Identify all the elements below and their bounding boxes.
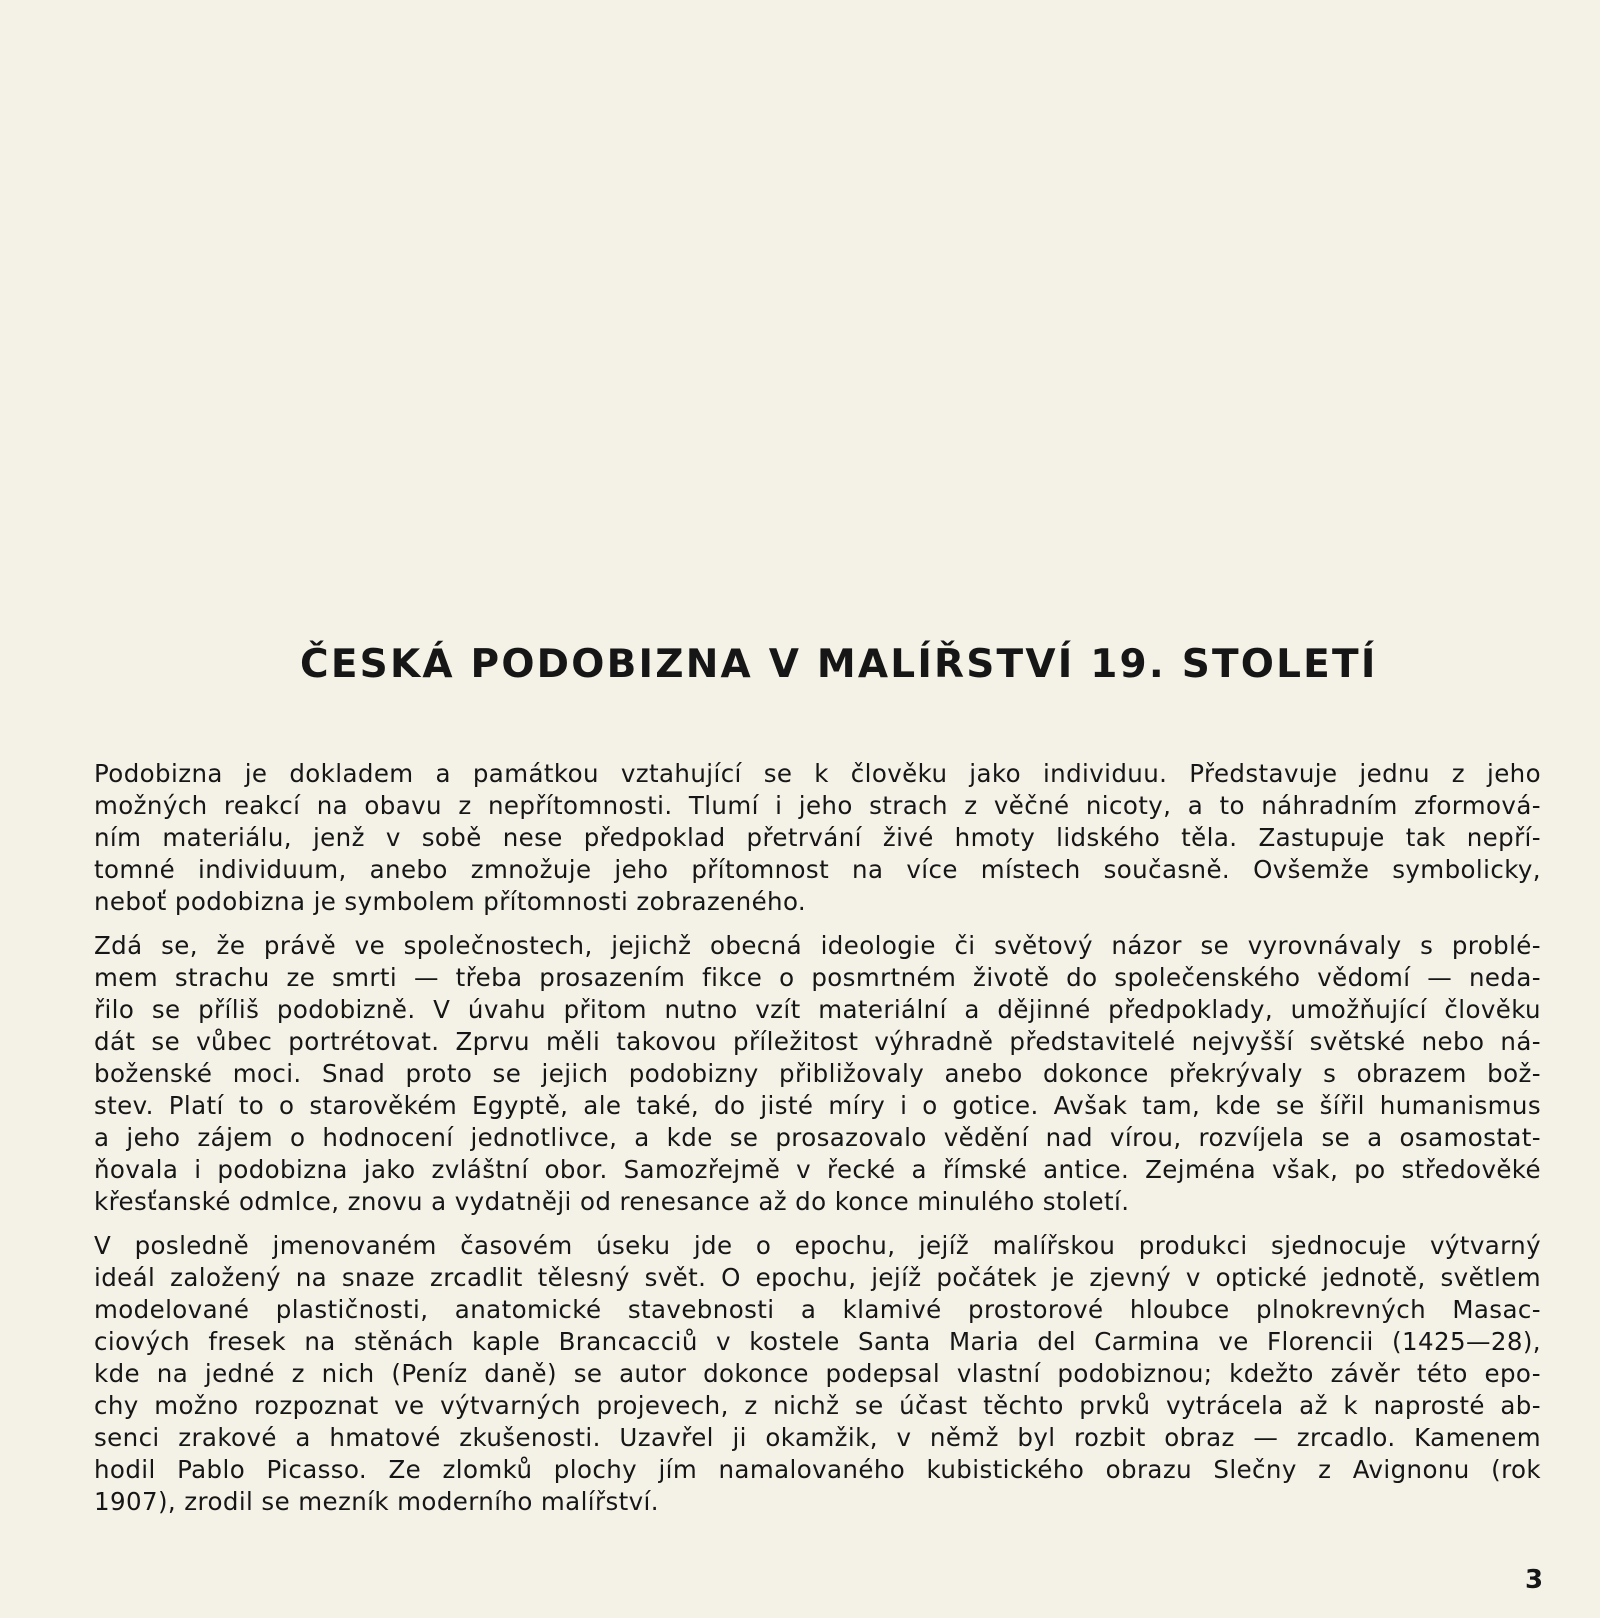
text-line: V posledně jmenovaném časovém úseku jde o epochu, jejíž malířskou produkci sjednocuje výtvarný bbox=[94, 1231, 1541, 1260]
text-line: možných reakcí na obavu z nepřítomnosti. Tlumí i jeho strach z věčné nicoty, a to náhradním zformová- bbox=[94, 791, 1541, 820]
text-line: chy možno rozpoznat ve výtvarných projevech, z nichž se účast těchto prvků vytrácela až k naprosté ab- bbox=[94, 1391, 1541, 1420]
text-line: tomné individuum, anebo zmnožuje jeho přítomnost na více místech současně. Ovšemže symbolicky, bbox=[94, 855, 1541, 884]
text-line: Zdá se, že právě ve společnostech, jejichž obecná ideologie či světový názor se vyrovnávaly s problé- bbox=[94, 931, 1541, 960]
text-line: hodil Pablo Picasso. Ze zlomků plochy jím namalovaného kubistického obrazu Slečny z Avignonu (rok bbox=[94, 1455, 1541, 1484]
page-number: 3 bbox=[1525, 1565, 1544, 1595]
text-line: kde na jedné z nich (Peníz daně) se autor dokonce podepsal vlastní podobiznou; kdežto závěr této epo- bbox=[94, 1359, 1541, 1388]
text-line: ideál založený na snaze zrcadlit tělesný svět. O epochu, jejíž počátek je zjevný v optické jednotě, světlem bbox=[94, 1263, 1541, 1292]
text-line: Podobizna je dokladem a památkou vztahující se k člověku jako individuu. Představuje jednu z jeho bbox=[94, 759, 1541, 788]
text-line: řilo se příliš podobizně. V úvahu přitom nutno vzít materiální a dějinné předpoklady, umožňující člověku bbox=[94, 995, 1541, 1024]
paragraph-1 bbox=[94, 758, 1541, 918]
text-line: boženské moci. Snad proto se jejich podobizny přibližovaly anebo dokonce překrývaly s obrazem bož- bbox=[94, 1059, 1541, 1088]
text-line: neboť podobizna je symbolem přítomnosti zobrazeného. bbox=[94, 887, 807, 916]
text-line: dát se vůbec portrétovat. Zprvu měli takovou příležitost výhradně představitelé nejvyšší světské nebo ná- bbox=[94, 1027, 1541, 1056]
text-line: senci zrakové a hmatové zkušenosti. Uzavřel ji okamžik, v němž byl rozbit obraz — zrcadlo. Kamenem bbox=[94, 1423, 1541, 1452]
text-line: stev. Platí to o starověkém Egyptě, ale také, do jisté míry i o gotice. Avšak tam, kde se šířil humanismus bbox=[94, 1091, 1541, 1120]
chapter-heading: ČESKÁ PODOBIZNA V MALÍŘSTVÍ 19. STOLETÍ bbox=[300, 642, 1378, 687]
text-line: křesťanské odmlce, znovu a vydatněji od renesance až do konce minulého století. bbox=[94, 1187, 1130, 1216]
body-text bbox=[94, 758, 1541, 1530]
text-line: 1907), zrodil se mezník moderního malířství. bbox=[94, 1487, 659, 1516]
paragraph-2 bbox=[94, 930, 1541, 1218]
text-line: ciových fresek na stěnách kaple Brancacciů v kostele Santa Maria del Carmina ve Florencii (1425—28), bbox=[94, 1327, 1541, 1356]
text-line: mem strachu ze smrti — třeba prosazením fikce o posmrtném životě do společenského vědomí — neda- bbox=[94, 963, 1541, 992]
paragraph-3 bbox=[94, 1230, 1541, 1518]
text-line: ňovala i podobizna jako zvláštní obor. Samozřejmě v řecké a římské antice. Zejména však, po středověké bbox=[94, 1155, 1541, 1184]
text-line: a jeho zájem o hodnocení jednotlivce, a kde se prosazovalo vědění nad vírou, rozvíjela se a osamostat- bbox=[94, 1123, 1541, 1152]
text-line: ním materiálu, jenž v sobě nese předpoklad přetrvání živé hmoty lidského těla. Zastupuje tak nepří- bbox=[94, 823, 1541, 852]
text-line: modelované plastičnosti, anatomické stavebnosti a klamivé prostorové hloubce plnokrevných Masac- bbox=[94, 1295, 1541, 1324]
